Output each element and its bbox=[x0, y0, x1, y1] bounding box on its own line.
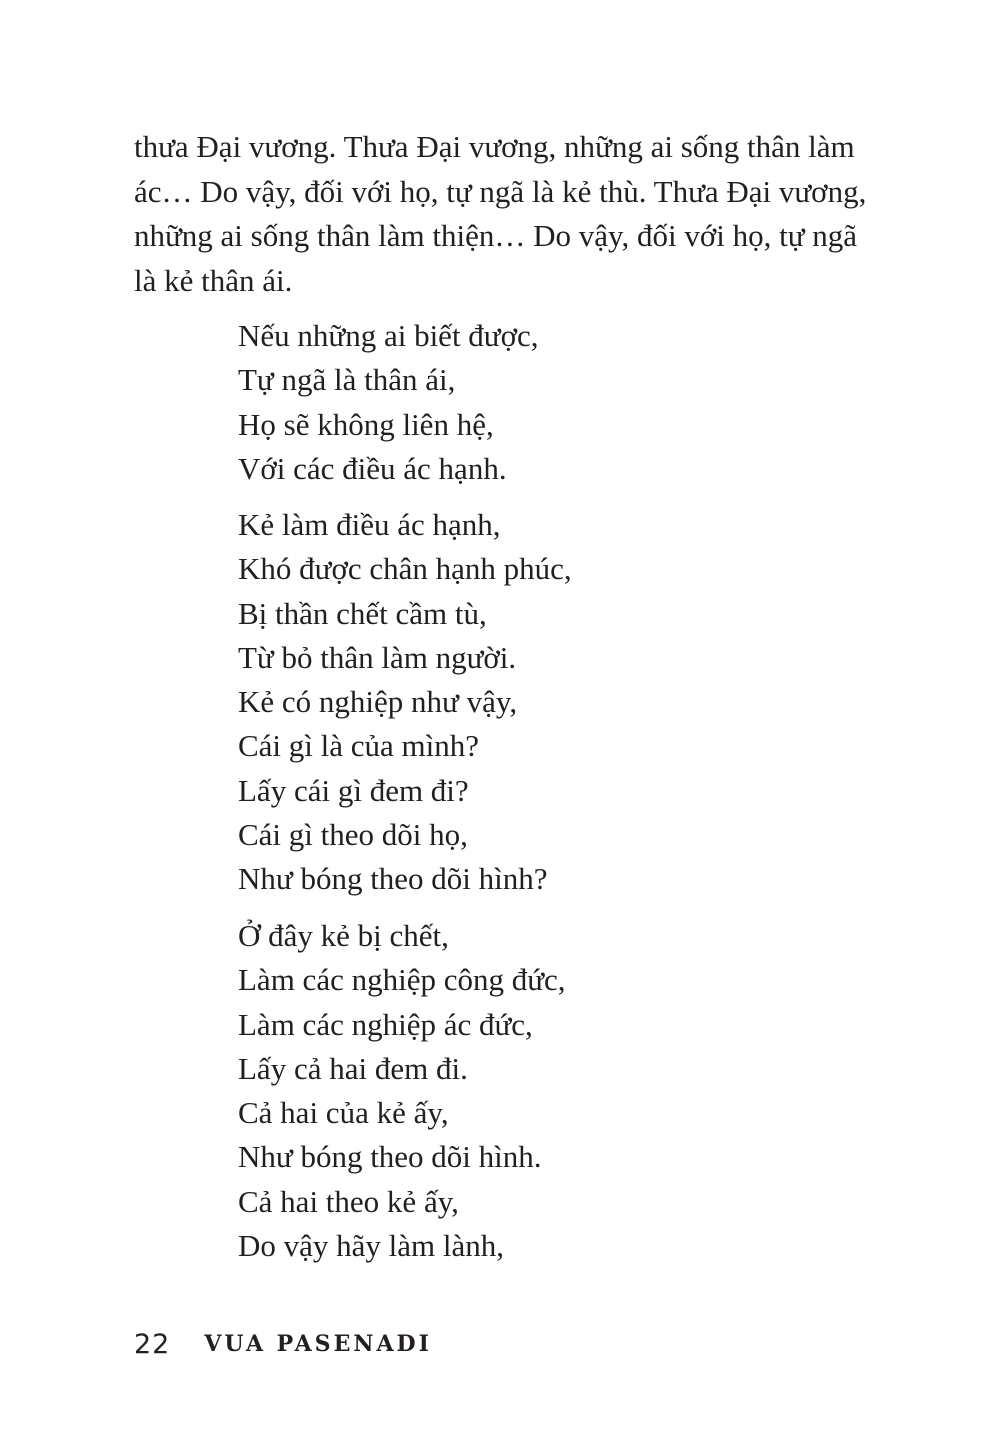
poem-stanza-1 bbox=[238, 314, 539, 491]
verse-line: Như bóng theo dõi hình. bbox=[238, 1139, 542, 1175]
verse-line: Họ sẽ không liên hệ, bbox=[238, 406, 494, 442]
verse-line: Lấy cả hai đem đi. bbox=[238, 1050, 468, 1086]
verse-line: Cái gì là của mình? bbox=[238, 728, 480, 764]
verse-line: Do vậy hãy làm lành, bbox=[238, 1228, 505, 1264]
prose-line: thưa Đại vương. Thưa Đại vương, những ai sống thân làm bbox=[134, 129, 855, 164]
prose-paragraph bbox=[134, 125, 894, 303]
verse-line: Bị thần chết cầm tù, bbox=[238, 595, 487, 631]
verse-line: Làm các nghiệp công đức, bbox=[238, 962, 566, 998]
page-footer bbox=[134, 1322, 432, 1366]
verse-line: Cả hai theo kẻ ấy, bbox=[238, 1183, 459, 1219]
verse-line: Kẻ có nghiệp như vậy, bbox=[238, 684, 518, 720]
verse-line: Làm các nghiệp ác đức, bbox=[238, 1006, 533, 1042]
verse-line: Tự ngã là thân ái, bbox=[238, 362, 456, 398]
verse-line: Nếu những ai biết được, bbox=[238, 318, 539, 353]
verse-line: Cái gì theo dõi họ, bbox=[238, 817, 468, 853]
verse-line: Kẻ làm điều ác hạnh, bbox=[238, 507, 501, 542]
page-number: 22 bbox=[134, 1328, 171, 1360]
verse-line: Lấy cái gì đem đi? bbox=[238, 772, 469, 808]
poem-stanza-2 bbox=[238, 503, 572, 902]
verse-line: Từ bỏ thân làm người. bbox=[238, 639, 517, 675]
prose-line: những ai sống thân làm thiện… Do vậy, đối với họ, tự ngã bbox=[134, 218, 858, 253]
verse-line: Cả hai của kẻ ấy, bbox=[238, 1095, 449, 1131]
poem-stanza-3 bbox=[238, 914, 566, 1268]
verse-line: Ở đây kẻ bị chết, bbox=[238, 918, 449, 953]
verse-line: Với các điều ác hạnh. bbox=[238, 450, 507, 486]
verse-line: Khó được chân hạnh phúc, bbox=[238, 551, 572, 587]
verse-line: Như bóng theo dõi hình? bbox=[238, 861, 548, 897]
prose-line: là kẻ thân ái. bbox=[134, 262, 293, 298]
prose-line: ác… Do vậy, đối với họ, tự ngã là kẻ thù. Thưa Đại vương, bbox=[134, 173, 867, 209]
running-title: VUA PASENADI bbox=[204, 1331, 432, 1357]
